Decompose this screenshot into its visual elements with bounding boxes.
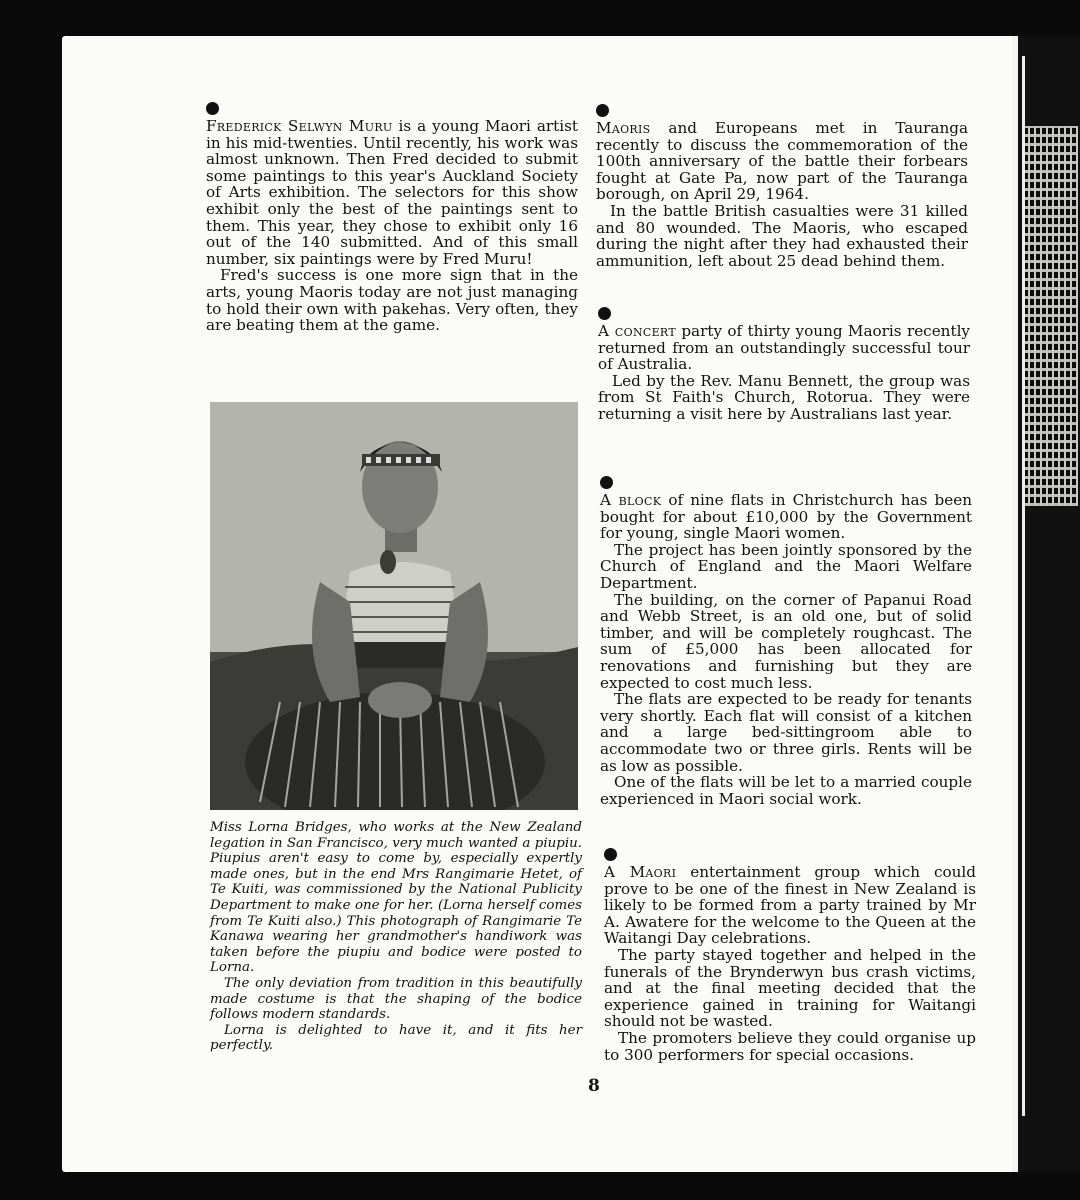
article-paragraph: A Maori entertainment group which could prove to be one of the finest in New Zealand is likely to be formed from a party trained by Mr A. Awatere for the welcome to the Queen at the Waitangi Day celebrations. <box>604 863 976 948</box>
article-paragraph: The flats are expected to be ready for tenants very shortly. Each flat will consist of a kitchen and a large bed-sittingroom able to accommodate two or three girls. Rents will be as low as possible. <box>600 690 972 775</box>
adjacent-page-edge <box>1018 36 1080 1172</box>
article-paragraph: The party stayed together and helped in the funerals of the Brynderwyn bus crash victims, and at the final meeting decided that the experience gained in training for Waitangi should not be wasted. <box>604 945 976 1031</box>
page-number: 8 <box>588 1076 600 1096</box>
photo-caption <box>210 820 582 1054</box>
article-paragraph: The project has been jointly sponsored by the Church of England and the Maori Welfare Department. <box>600 540 972 592</box>
adjacent-page-pattern <box>1022 126 1078 506</box>
article-paragraph: In the battle British casualties were 31 killed and 80 wounded. The Maoris, who escaped during the night after they had exhausted their ammunition, left about 25 dead behind them. <box>596 201 968 270</box>
adjacent-page-rule <box>1022 56 1025 1116</box>
article-lead: Maoris <box>596 119 651 137</box>
article-bullet <box>600 476 613 489</box>
article-paragraph: A concert party of thirty young Maoris recently returned from an outstandingly successful tour of Australia. <box>598 322 971 374</box>
caption-paragraph: Lorna is delighted to have it, and it fits her perfectly. <box>210 1022 582 1054</box>
article-concert-party <box>598 307 970 423</box>
photograph-woman-in-piupiu <box>210 402 578 810</box>
caption-paragraph: Miss Lorna Bridges, who works at the New Zealand legation in San Francisco, very much wanted a piupiu. Piupius aren't easy to come by, especially expertly made ones, but in the end Mrs Rangimarie Hetet, of Te Kuiti, was commissioned by the National Publicity Department to make one for her. (Lorna herself comes from Te Kuiti also.) This photograph of Rangimarie Te Kanawa wearing her grandmother's handiwork was taken before the piupiu and bodice were posted to Lorna. <box>210 820 582 976</box>
article-bullet <box>596 104 609 117</box>
article-bullet <box>604 848 617 861</box>
article-lead: A Maori <box>604 863 677 881</box>
article-christchurch-flats <box>600 476 972 807</box>
article-paragraph: The building, on the corner of Papanui Road and Webb Street, is an old one, but of solid timber, and will be completely roughcast. The sum of £5,000 has been allocated for renovations and furnishing but they are expected to cost much less. <box>600 590 972 692</box>
article-paragraph: A block of nine flats in Christchurch has been bought for about £10,000 by the Government for young, single Maori women. <box>600 491 972 543</box>
article-paragraph: Maoris and Europeans met in Tauranga recently to discuss the commemoration of the 100th anniversary of the battle their forbears fought at Gate Pa, now part of the Tauranga borough, on April 29, 1964. <box>596 119 969 204</box>
caption-paragraph: The only deviation from tradition in this beautifully made costume is that the shaping of the bodice follows modern standards. <box>210 975 582 1023</box>
article-entertainment-group <box>604 848 976 1063</box>
article-lead: Frederick Selwyn Muru <box>206 117 393 135</box>
article-paragraph: The promoters believe they could organise up to 300 performers for special occasions. <box>604 1028 976 1064</box>
article-bullet <box>598 307 611 320</box>
article-lead: A block <box>600 491 662 509</box>
article-lead: A concert <box>598 322 676 340</box>
article-paragraph: Fred's success is one more sign that in the arts, young Maoris today are not just managing to hold their own with pakehas. Very often, they are beating them at the game. <box>206 266 578 335</box>
article-gate-pa <box>596 104 968 269</box>
article-bullet <box>206 102 219 115</box>
article-paragraph: One of the flats will be let to a married couple experienced in Maori social work. <box>600 773 972 808</box>
article-paragraph: Led by the Rev. Manu Bennett, the group was from St Faith's Church, Rotorua. They were returning a visit here by Australians last year. <box>598 371 970 423</box>
article-fred-muru <box>206 102 578 334</box>
article-paragraph: Frederick Selwyn Muru is a young Maori artist in his mid-twenties. Until recently, his work was almost unknown. Then Fred decided to submit some paintings to this year's Auckland Society of Arts exhibition. The selectors for this show exhibit only the best of the paintings sent to them. This year, they chose to exhibit only 16 out of the 140 submitted. And of this small number, six paintings were by Fred Muru! <box>206 117 579 268</box>
photograph-illustration <box>210 402 578 810</box>
